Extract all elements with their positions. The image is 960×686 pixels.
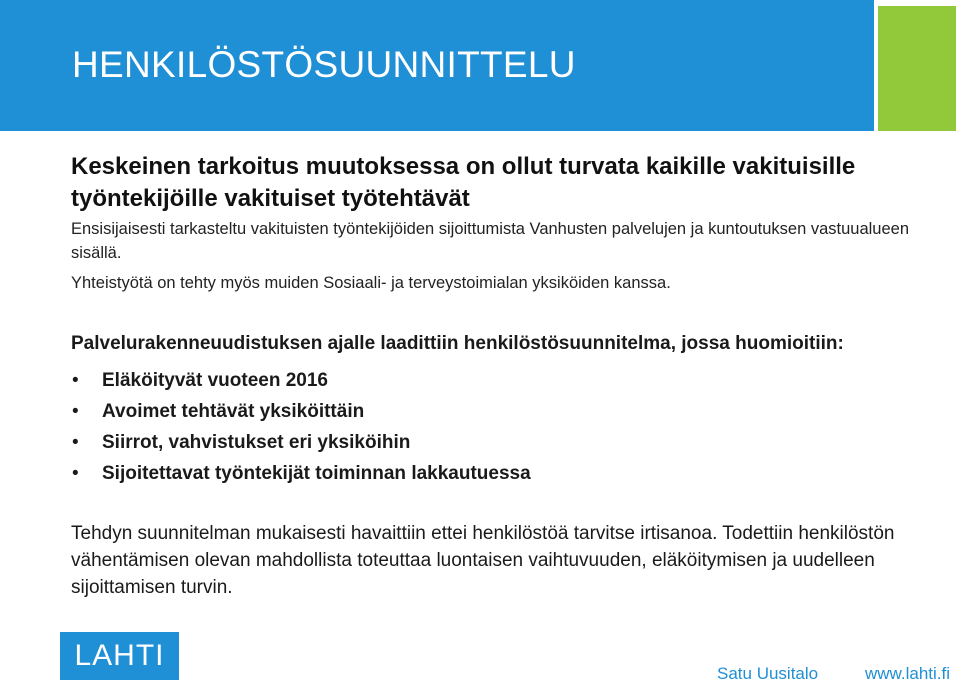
bullet-text: Avoimet tehtävät yksiköittäin — [102, 401, 365, 422]
bullet-item — [71, 427, 941, 458]
footer-author: Satu Uusitalo — [717, 664, 819, 683]
bullet-text: Siirrot, vahvistukset eri yksiköihin — [102, 432, 411, 453]
paragraph-3: Tehdyn suunnitelman mukaisesti havaittiin ettei henkilöstöä tarvitse irtisanoa. Todettiin henkilöstön vähentämisen olevan mahdollista toteuttaa luontaisen vaihtuvuuden, eläköitymisen ja uudelleen sijoittamisen turvin. — [71, 523, 895, 598]
logo-text: LAHTI — [74, 639, 165, 672]
bullet-item — [71, 396, 941, 427]
lahti-logo — [60, 632, 179, 680]
paragraph-2: Yhteistyötä on tehty myös muiden Sosiaali- ja terveystoimialan yksiköiden kanssa. — [71, 274, 671, 292]
bullet-dot-icon: • — [72, 463, 79, 484]
slide-content — [71, 151, 941, 601]
bullet-dot-icon: • — [72, 401, 79, 422]
paragraph-1: Ensisijaisesti tarkasteltu vakituisten työntekijöiden sijoittumista Vanhusten palvelujen ja kuntoutuksen vastuualueen sisällä. — [71, 220, 910, 262]
green-accent-block — [878, 6, 956, 131]
section-heading: Palvelurakenneuudistuksen ajalle laadittiin henkilöstösuunnitelma, jossa huomioitiin: — [71, 333, 844, 354]
bullet-item — [71, 458, 941, 489]
main-heading: Keskeinen tarkoitus muutoksessa on ollut turvata kaikille vakituisille työntekijöille vakituiset työtehtävät — [71, 153, 856, 212]
bullet-text: Eläköityvät vuoteen 2016 — [102, 370, 328, 391]
bullet-item — [71, 365, 941, 396]
bullet-dot-icon: • — [72, 432, 79, 453]
footer-url[interactable]: www.lahti.fi — [865, 664, 951, 683]
bullet-list — [71, 365, 941, 489]
slide-title: HENKILÖSTÖSUUNNITTELU — [72, 44, 576, 85]
bullet-dot-icon: • — [72, 370, 79, 391]
bullet-text: Sijoitettavat työntekijät toiminnan lakkautuessa — [102, 463, 531, 484]
